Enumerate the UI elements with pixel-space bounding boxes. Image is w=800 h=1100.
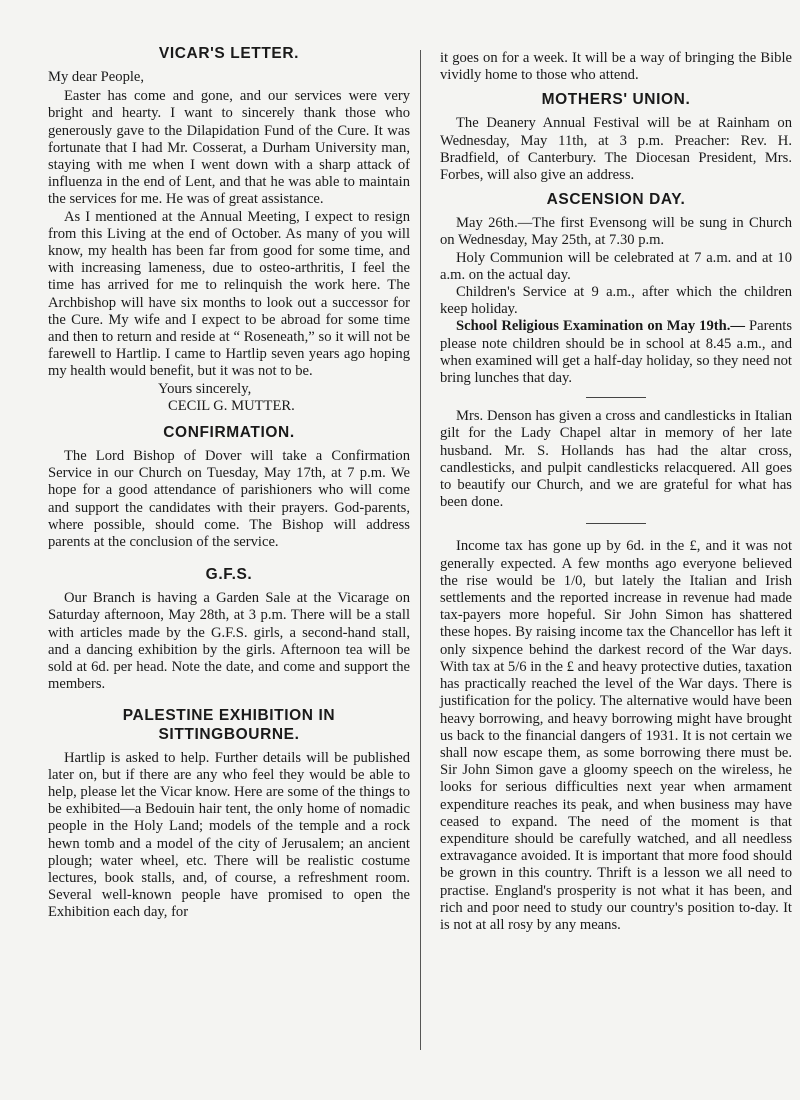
section-rule-1 [586,397,646,398]
palestine-paragraph: Hartlip is asked to help. Further details will be published later on, but if there are any who feel they would be able to help, please let the Vicar know. Here are some of the things to be exhibited—a Bedouin hair tent, the only home of nomadic people in the Holy Land; models of the temple and a rock hewn tomb and a model of the city of Jerusalem; an ancient plough; water wheel, etc. There will be realistic costume lectures, book stalls, and, of course, a refreshment room. Several well-known people have promised to open the Exhibition each day, for [48,749,410,921]
section-rule-2 [586,523,646,524]
income-tax-paragraph: Income tax has gone up by 6d. in the £, and it was not generally expected. A few months ago everyone believed the rise would be 1/0, but lately the Italian and Irish settlements and the reported increase in revenue had made tax-payers more hopeful. Sir John Simon has shattered these hopes. By raising income tax the Chancellor has left it only sixpence behind the darkest record of the War days. With tax at 5/6 in the £ and heavy protective duties, taxation has practically reached the level of the War days. There is justification for the policy. The alternative would have been heavy borrowing, and heavy borrowing might have brought us back to the financial dangers of 1931. It is not certain we shall now escape them, as some borrowing there must be. Sir John Simon gave a gloomy speech on the wireless, he looks for serious difficulties next year when armament expenditure reaches its peak, and when business may have ceased to expand. The need of the moment is that expenditure should be carefully watched, and all needless extravagance avoided. It is important that more food should be grown in this country. Thrift is a lesson we all need to practise. England's prosperity is not what it has been, and rich and poor need to study our country's position to-day. It is not at all rosy by any means. [440,538,792,933]
mothers-union-paragraph: The Deanery Annual Festival will be at Rainham on Wednesday, May 11th, at 3 p.m. Preacher: Rev. H. Bradfield, of Canterbury. The Diocesan President, Mrs. Forbes, will also give an address. [440,115,792,184]
exam-paragraph [440,318,792,387]
palestine-heading [48,706,410,744]
salutation: My dear People, [48,69,145,85]
signature: CECIL G. MUTTER. [168,397,295,414]
exam-lead: School Religious Examination on May 19th.— [456,318,745,335]
palestine-heading-line-2: SITTINGBOURNE. [158,725,300,743]
denson-paragraph: Mrs. Denson has given a cross and candlesticks in Italian gilt for the Lady Chapel altar in memory of her late husband. Mr. S. Hollands has had the altar cross, candlesticks, and pulpit candlesticks relacquered. All goes to beautify our Church, and we are grateful for what has been done. [440,408,792,511]
ascension-heading: ASCENSION DAY. [546,191,686,209]
column-divider [420,50,421,1050]
mothers-union-heading: MOTHERS' UNION. [541,91,691,109]
vicar-letter-heading: VICAR'S LETTER. [158,45,300,62]
gfs-paragraph: Our Branch is having a Garden Sale at the Vicarage on Saturday afternoon, May 28th, at 3 p.m. There will be a stall with articles made by the G.F.S. girls, a second-hand stall, and a dancing exhibition by the girls. Afternoon tea will be sold at 6d. per head. Note the date, and come and support the members. [48,590,410,693]
gfs-heading: G.F.S. [205,566,253,584]
confirmation-heading: CONFIRMATION. [163,424,295,442]
ascension-paragraph-3: Children's Service at 9 a.m., after which the children keep holiday. [440,284,792,318]
right-column [440,50,792,934]
vicar-letter-paragraph-2: As I mentioned at the Annual Meeting, I expect to resign from this Living at the end of October. As many of you will know, my health has been far from good for some time, and with increasing lameness, due to osteo-arthritis, I feel the time has arrived for me to relinquish the work here. The Archbishop will have six months to look out a successor for the Cure. My wife and I expect to be abroad for some time and then to return and reside at “ Roseneath,” so it will not be farewell to Hartlip. I came to Hartlip seven years ago hoping my health would benefit, but it was not to be. [48,208,410,380]
ascension-paragraph-2: Holy Communion will be celebrated at 7 a.m. and at 10 a.m. on the actual day. [440,249,792,283]
vicar-letter-paragraph-1: Easter has come and gone, and our services were very bright and hearty. I want to sincerely thank those who generously gave to the Dilapidation Fund of the Cure. It was fortunate that I had Mr. Cosserat, a Durham University man, staying with me when I went down with a sharp attack of influenza in the end of Lent, and that he was able to maintain the services for me. He was of great assistance. [48,88,410,208]
exam-text: Parents please note children should be in school at 8.45 a.m., and when examined will get a half-day holiday, so they need not bring lunches that day. [440,318,792,387]
confirmation-paragraph: The Lord Bishop of Dover will take a Confirmation Service in our Church on Tuesday, May 17th, at 7 p.m. We hope for a good attendance of parishioners who will come and support the candidates with their prayers. God-parents, where possible, should come. The Bishop will address parents at the conclusion of the service. [48,448,410,551]
signoff: Yours sincerely, [158,380,252,397]
continuation-text: it goes on for a week. It will be a way of bringing the Bible vividly home to those who attend. [440,50,792,84]
left-column [48,40,410,922]
ascension-paragraph-1: May 26th.—The first Evensong will be sung in Church on Wednesday, May 25th, at 7.30 p.m. [440,215,792,249]
palestine-heading-line-1: PALESTINE EXHIBITION IN [122,706,336,724]
